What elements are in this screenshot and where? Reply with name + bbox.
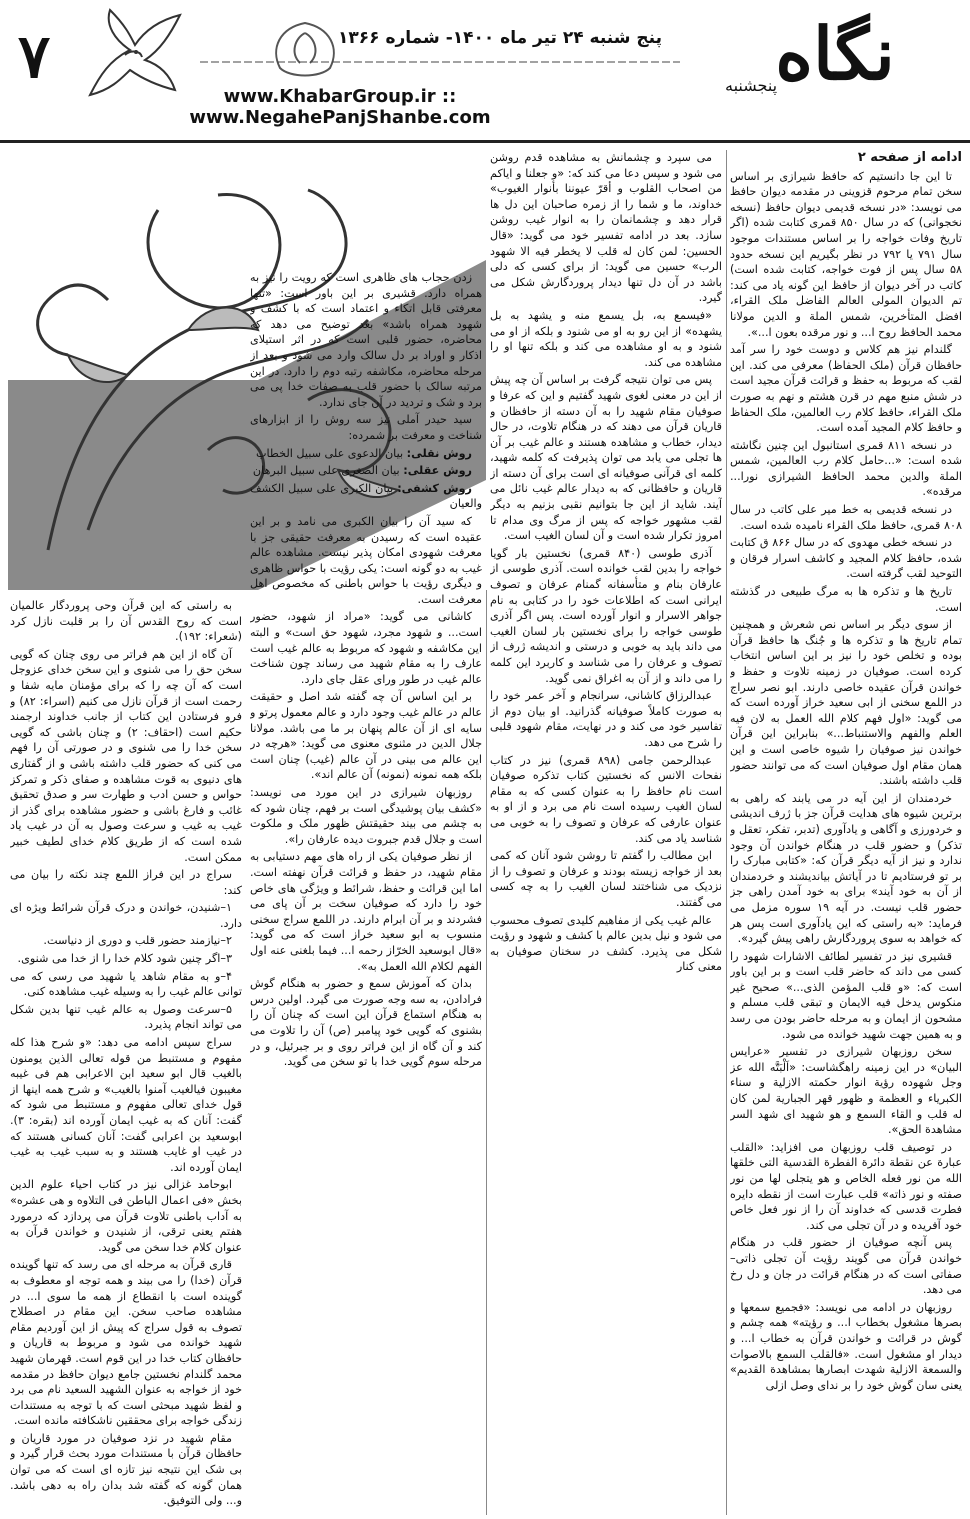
continuation-heading: ادامه از صفحه ۲ (857, 150, 962, 165)
website-links: www.KhabarGroup.ir :: www.NegahePanjShanbe.com (189, 86, 491, 128)
paragraph: در توصیف قلب روزبهان می افزاید: «القلب عبارة عن نقطة دائرة الفطرة القدسیة التی خلقها الله من نور فعله الخاص و هو یتجلی لها من نور صفته و نور ذاته» قلب عبارت است از نقطه دایره فطرت قدسی که خداوند آن را از نور فعل خاص خود آفریده و در آن تجلی می کند. (730, 1140, 962, 1232)
article-column-3 (250, 270, 482, 1515)
paragraph: سید حیدر آملی نیز سه روش را از ابزارهای شناخت و معرفت بر شمرده: (250, 413, 482, 442)
paragraph: پس آنچه صوفیان از حضور قلب در هنگام خواندن قرآن می گویند رؤیت آن تجلی ذاتی– صفاتی است که در هنگام قرائت در جان و دل رخ می دهد. (730, 1236, 962, 1297)
paragraph: مقام شهید در نزد صوفیان در مورد قاریان و حافظان قرآن با مستندات مورد بحث قرار گیرد و بی شک این نتیجه نیز تازه ای است که می توان همان گونه که گفته شد بدان راه به دهی باشد. و... ولی التوفیق. (10, 1431, 242, 1508)
paragraph: به راستی که این قرآن وحی پروردگار عالمیان است که روح القدس آن را بر قلبت نازل کرد (شعراء: ۱۹۲). (10, 599, 242, 644)
paragraph: سراج سپس ادامه می دهد: «و شرح هذا کله مفهوم و مستنبط من قوله تعالی الذین یومنون بالغیب قال ابو سعید ابن الاعرابی هم فی غیبه مغیبون فیالغیب آمنوا بالغیب» و شرح همه اینها از قول خدای تعالی مفهوم و مستنبط می شود که گفت: آنان که به غیب ایمان آورده اند (بقره: ۳). ابوسعید بن اعرابی گفت: آنان کسانی هستند که در غیب او غایب هستند و به سبب غیب به غیب ایمان آورده اند. (10, 1036, 242, 1174)
paragraph: قاری قرآن به مرحله ای می رسد که تنها گوینده قرآن (خدا) را می بیند و همه توجه او معطوف به گوینده است با انقطاع از همه ما سوی ا... در مشاهده صاحب سخن. این مقام در اصطلاح تصوف به قول سراج که پیش از این آوردیم مقام شهید خوانده می شود و مربوط به قاریان و حافظان کتاب خدا در این قوم است. قهرمان شهید محمد گلندام نخستین جامع دیوان حافظ در مقدمه خود از خواجه به عنوان الشهید السعید نام می برد و لفظ شهید مبحثی است که با توجه به مستندات زندگی خواجه برای محققین ناشکافته مانده است. (10, 1258, 242, 1428)
method-item (250, 481, 482, 512)
paragraph: عبدالرحمن جامی (۸۹۸ قمری) نیز در کتاب نفحات الانس که نخستین کتاب تذکره صوفیان است نام حافظ را به عنوان کسی که به مقام لسان الغیب رسیده است نام می برد و از او به عنوان عارفی که عرفان و تصوف را به خوبی می شناسد یاد می کند. (490, 753, 722, 845)
paragraph: قشیری نیز در تفسیر لطائف الاشارات شهود را کسی می داند که حاضر قلب است و بر این باور است که: «و قلب المؤمن الذی...» صحیح غیر منکوس یدخل فیه الایمان و تبقی قلب مسلم و مشحون از ایمان و به مرحله حاضر بودن می رسد و به همین جهت شهید خوانده می شود. (730, 949, 962, 1041)
article-column-1 (730, 150, 962, 1515)
column-divider (486, 590, 487, 1515)
method-label: روش کشفی: (397, 481, 472, 495)
paragraph: «فیسمع به، بل یسمع منه و یشهد به بل یشهده» از این رو به او می شنود و بلکه از او می شنود و به او مشاهده می کند و بلکه تنها او را مشاهده می کند. (490, 308, 722, 369)
paragraph: تاریخ ها و تذکره ها به مرگ طبیعی در گذشته است. (730, 585, 962, 614)
paragraph: ۱–شنیدن، خواندن و درک قرآن شرائط ویژه ای دارد. (10, 901, 242, 930)
paragraph: می سپرد و چشمانش به مشاهده قدم روشن می شود و سپس دعا می کند که: «و جعلنا و ایاکم من اصحاب القلوب و أقرّ عیوننا بأنوار الغیوب» خداوند، ما و شما را از زمره صاحبان این دل ها قرار دهد و چشمانمان را به انوار غیب روشن سازد. بعد در ادامه تفسیر خود می گوید: «قال الحسین: لمن کان له قلب لا یخطر فیه الا شهود الرب» حسین می گوید: از برای کسی که دلی باشد در آن دل تنها دیدار پروردگارش شکل می گیرد. (490, 151, 722, 305)
page-number: ۷ (18, 22, 51, 92)
paragraph: گلندام نیز هم کلاس و دوست خود را سر آمد حافظان قرآن (ملک الحفاظ) معرفی می کند. این لقب که مربوط به حفظ و قرائت قرآن مجید است در شش منبع مهم در قرن هشتم و نهم به صورت ملک القراء، حافظ کلام رب العالمین، ملک الحفاظ و حافظ کلام المجید آمده است. (730, 343, 962, 435)
paragraph: خردمندان از این آیه در می یابند که راهی به برترین شیوه های هدایت قرآن جز با ژرف اندیشی و خردورزی و آگاهی و یادآوری (تدبر، تفکر، تعقل و تذکر) و حضور قلب در هنگام خواندن آن وجود ندارد و نیز از آیه دیگر قرآن که: «کتابی مبارک را بر تو فرستادیم تا در آیاتش بیاندیشند و خردمندان از آن به خود آیند» برای به خود آمدن راهی جز حضور قلب نیست. در آیه ۱۹ سوره مزمل می فرماید: «به راستی که این یادآوری است پس هر که خواهد به سوی پروردگارش راهی پیش گیرد». (730, 791, 962, 946)
paragraph: سخن روزبهان شیرازی در تفسیر «عرایس البیان» در این زمینه راهگشاست: «اَلْبَتَّه الله عز وجل شهوده رؤیة انوار حکمته الازلیة و سناء الکبریاء و العظمة و ظهور قهر الجباریة لمن کان له قلب و القاء السمع و هو شهید ای شهد السر مشاهدة الحق». (730, 1045, 962, 1137)
paragraph: که سید آن را بیان الکبری می نامد و بر این عقیده است که رسیدن به معرفت حقیقی جز با معرفت شهودی امکان پذیر نیست. مشاهده عالم غیب به دو گونه است: یکی رؤیت با حواس ظاهری و دیگری رؤیت با حواس باطنی که مخصوص اهل معرفت است. (250, 514, 482, 606)
paragraph: سراج در این فراز اللمع چند نکته را بیان می کند: (10, 868, 242, 897)
logo-word: نگاه (775, 11, 895, 96)
paragraph: در نسخه قدیمی به خط میر علی کاتب در سال ۸۰۸ قمری، حافظ ملک القراء نامیده شده است. (730, 503, 962, 532)
paragraph: تا این جا دانستیم که حافظ شیرازی بر اساس سخن تمام مرحوم قزوینی در مقدمه دیوان حافظ می نویسد: «در نسخه قدیمی دیوان حافظ (نسخه نخجوانی) که در سال ۸۵۰ قمری کتابت شده (اگر تاریخ وفات خواجه را بر اساس مستندات موجود سال ۷۹۱ یا ۷۹۲ در نظر بگیریم این نسخه حدود ۵۸ سال پس از فوت خواجه، کتابت شده است) کاتب در آخر دیوان از حافظ این گونه یاد می کند: تم الدیوان المولی العالم الفاضل ملک القراء، افضل المتأخرین، شمس الملة و الدین مولانا محمد الحافظ روح ا... و نور مرقده بعون ا...». (730, 169, 962, 339)
paragraph: بدان که آموزش سمع و حضور به هنگام گوش فرادادن، به سه وجه صورت می گیرد. اولین درس به هنگام استماع قرآن این است که چنان آن را بشنوی که گویی خود پیامبر (ص) آن را تلاوت می کند و آن گاه از این فراتر روی و بر جبرئیل، و در مرحله سوم گویی خدا با تو سخن می گوید. (250, 977, 482, 1069)
method-item (250, 463, 482, 479)
paragraph: در نسخه ۸۱۱ قمری استانبول این چنین نگاشته شده است: «...حامل کلام رب العالمین، شمس الملة والدین محمد الحافظ الشیرازی نورا... مرقده». (730, 438, 962, 499)
paragraph: ابوحامد غزالی نیز در کتاب احیاء علوم الدین بخش «فی اعمال الباطن فی التلاوه و هی عشره» به آداب باطنی تلاوت قرآن می پردازد که درمورد هفتم یعنی ترقی، از شنیدن و خواندن قرآن به عنوان کلام خدا سخن می گوید. (10, 1178, 242, 1254)
issue-date-number: پنج شنبه ۲۴ تیر ماه ۱۴۰۰- شماره ۱۳۶۶ (338, 28, 662, 48)
paragraph: آن گاه از این هم فراتر می روی چنان که گویی سخن حق را می شنوی و این سخن خدای عزوجل است که آن چه را که برای مؤمنان مایه شفا و رحمت است از قرآن نازل می کنیم (اسراء: ۸۲) و فرو فرستادن این کتاب از جانب خداوند ارجمند حکیم است (احقاف: ۲) و چنان باشی که گویی سخن خدا را می شنوی و در صورتی آن را فهم می کنی که حضور قلب داشته باشی و از گفتاری های دنیوی به قوت مشاهده و صفای ذکر و تمرکز حواس و حسن ادب و طهارت سر و صدق تحقیق غائب و فارغ باشی و حضور مشاهده برای گذر از غیب به غیب و سرعت وصول به آن در غیب یاد شده است که از طریق کلام خدای لطیف خبیر ممکن است. (10, 647, 242, 864)
paragraph: آذری طوسی (۸۴۰ قمری) نخستین بار گویا خواجه را بدین لقب خوانده است. آذری طوسی از عارفان بنام و متأسفانه گمنام عرفان و تصوف ایرانی است که اطلاعات خود را در کتابی به نام جواهر الاسرار و انوار آورده است. پس اگر آذری طوسی خواجه را برای نخستین بار لسان الغیب می داند باید به خوبی و درستی و اندیشه ژرف از تصوف و عرفان را می شناسد و کاربرد این کلمه را می داند و از آن به اغراق نمی گوید. (490, 546, 722, 685)
method-label: روش نقلی: (406, 446, 472, 460)
paragraph: در نسخه خطی مهدوی که در سال ۸۶۶ ق کتابت شده، حافظ کلام المجید و کاشف اسرار فرقان و التوحید لقب گرفته است. (730, 536, 962, 581)
paragraph: روزبهان در ادامه می نویسد: «فجمیع سمعها و بصرها مشغول بخطاب ا... و رؤیته» همه چشم و گوش در قرائت و خواندن قرآن به خطاب ا... و دیدار او مشغول است. «فالقلب السمع بالاصوات والسمعة الازلیة شهدت ابصارها بمشاهدة القدیم» یعنی سان گوش خود را بر ندای وصل ازلی (730, 1300, 962, 1392)
method-text: بیان الکبری علی سبیل الکشف والعیان (250, 481, 482, 511)
paragraph: بر این اساس آن چه گفته شد اصل و حقیقت عالم در عالم غیب وجود دارد و عالم معمول پرتو و سایه ای از آن عالم پنهان بر ما می باشد. مولانا جلال الدین در مثنوی معنوی می گوید: «هرچه در این عالم می بینی در آن عالم (غیب) چنان است بلکه همه نمونه (نمونه) آن عالم اند». (250, 690, 482, 782)
article-column-4 (10, 598, 242, 1515)
paragraph: ۴–و به مقام شاهد یا شهید می رسی که می توانی عالم غیب را به وسیله غیب مشاهده کنی. (10, 969, 242, 999)
column-divider (726, 150, 727, 1515)
paragraph: عالم غیب یکی از مفاهیم کلیدی تصوف محسوب می شود و نیل بدین عالم با کشف و شهود و رؤیت شکل می پذیرد. کشف در سخنان صوفیان به معنی کنار (490, 913, 722, 974)
article-column-2 (490, 150, 722, 1515)
method-item (250, 446, 482, 462)
chain-divider (200, 58, 680, 66)
paragraph: ۵–سرعت وصول به عالم غیب تنها بدین شکل می تواند انجام پذیرد. (10, 1002, 242, 1032)
paragraph: عبدالرزاق کاشانی، سرانجام و آخر عمر خود را به صورت کاملاً صوفیانه گذرانید. او بیان دوم از تفاسیر خود می کند و در نهایت، مقام شهود قلبی را شرح می دهد. (490, 689, 722, 749)
method-text: بیان الدعوی علی سبیل الخطاب (255, 446, 404, 460)
method-label: روش عقلی: (403, 464, 472, 478)
paragraph: کاشانی می گوید: «مراد از شهود، حضور است... و شهود مجرد، شهود حق است» و البته این مکاشفه و شهود که مربوط به عالم غیب است عارف را به مقام شهید می رساند چون شناخت عالم غیب در طور ورای عقل جای دارد. (250, 610, 482, 686)
paragraph: زدن حجاب های ظاهری است که رویت را نیز به همراه دارد. قشیری بر این باور است: «تنها معرفتی قابل اتکاء و اعتماد است که با کشف و شهود همراه باشد» بعد توضیح می دهد که محاضره، حضور قلبی است که در اثر استیلای اذکار و اوراد بر دل سالک وارد می شود و بعد از مرحله محاضره، مکاشفه رتبه دوم را دارد. در این مرتبه سالک با حضور قلب به صفات خدا پی می برد و شک و تردید در آن جای ندارد. (250, 271, 482, 409)
paragraph: ابن مطالب را گفتم تا روشن شود آنان که کمی بعد از خواجه زیسته بودند و عرفان و تصوف را از نزدیک می شناختند لسان الغیب را به چه کسی می گفتند. (490, 849, 722, 909)
method-text: بیان الصغری علی سبیل البرهان (252, 464, 400, 478)
paragraph: از نظر صوفیان یکی از راه های مهم دستیابی به مقام شهید، در حفظ و قرائت قرآن نهفته است. اما این قرائت و حفظ، شرائط و ویژگی های خاص خود را دارد که صوفیان سخت بر آن پای می فشردند و بر آن ابرام دارند. در اللمع سراج سخنی منسوب به ابو سعید خراز است که می گوید: «قال ابوسعید الخرّاز رحمه ا... فیما بلغنی عنه اول الفهم لکلام الله العمل به». (250, 850, 482, 973)
newspaper-logo (715, 6, 955, 106)
page-header (0, 0, 970, 143)
paragraph: روزبهان شیرازی در این مورد می نویسد: «کشف بیان پوشیدگی است بر فهم، چنان شود که به چشم می بیند حقیقتش ظهور ملک و ملکوت است و جلال قدم جبروت دیده عارفان را». (250, 786, 482, 846)
logo-subtitle: پنجشنبه (725, 76, 778, 95)
paragraph: ۳–اگر چنین شود کلام خدا را از خدا می شنوی. (17, 952, 232, 966)
paragraph: از سوی دیگر بر اساس نص شعرش و همچنین تمام تاریخ ها و تذکره ها و جُنگ ها حافظ قرآن بوده و تخلص خود را نیز بر این اساس انتخاب کرده است. صوفیان در زمینه تلاوت و حفظ و خواندن قرآن عقیده خاصی دارند. ابو نصر سراج در اللمع سخنی از ابی سعید خراز آورده است که می گوید: «اول فهم کلام الله العمل به لان فیه العلم والفهم والاستنباط...» بنابراین این قرآن خواندن نیز صوفیان را شیوه خاصی است و این همان مقام اول صوفیان است که می توانند حضور قلب داشته باشند. (730, 618, 962, 788)
paragraph: پس می توان نتیجه گرفت بر اساس آن چه پیش از این در معنی لغوی شهید گفتیم و این که عرفا و صوفیان مقام شهید را به آن دسته از حافظان و قاریان قرآن می دهند که در هنگام تلاوت، در حال دیدار، خطاب و مشاهده هستند و عالم غیب بر آن ها تجلی می یابد می توان پذیرفت که کلمه شهید، کلمه ای قرآنی صوفیانه ای است برای آن دسته از قاریان و حافظانی که به دیدار عالم غیب نائل می آیند. شاید از این جا بتوانیم نقبی بزنیم به دیگر لقب مشهور خواجه که پس از مرگ وی مدام تا امروز تکرار شده است و آن لسان الغیب است. (490, 373, 722, 543)
paragraph: ۲–نیازمند حضور قلب و دوری از دنیاست. (43, 934, 232, 948)
